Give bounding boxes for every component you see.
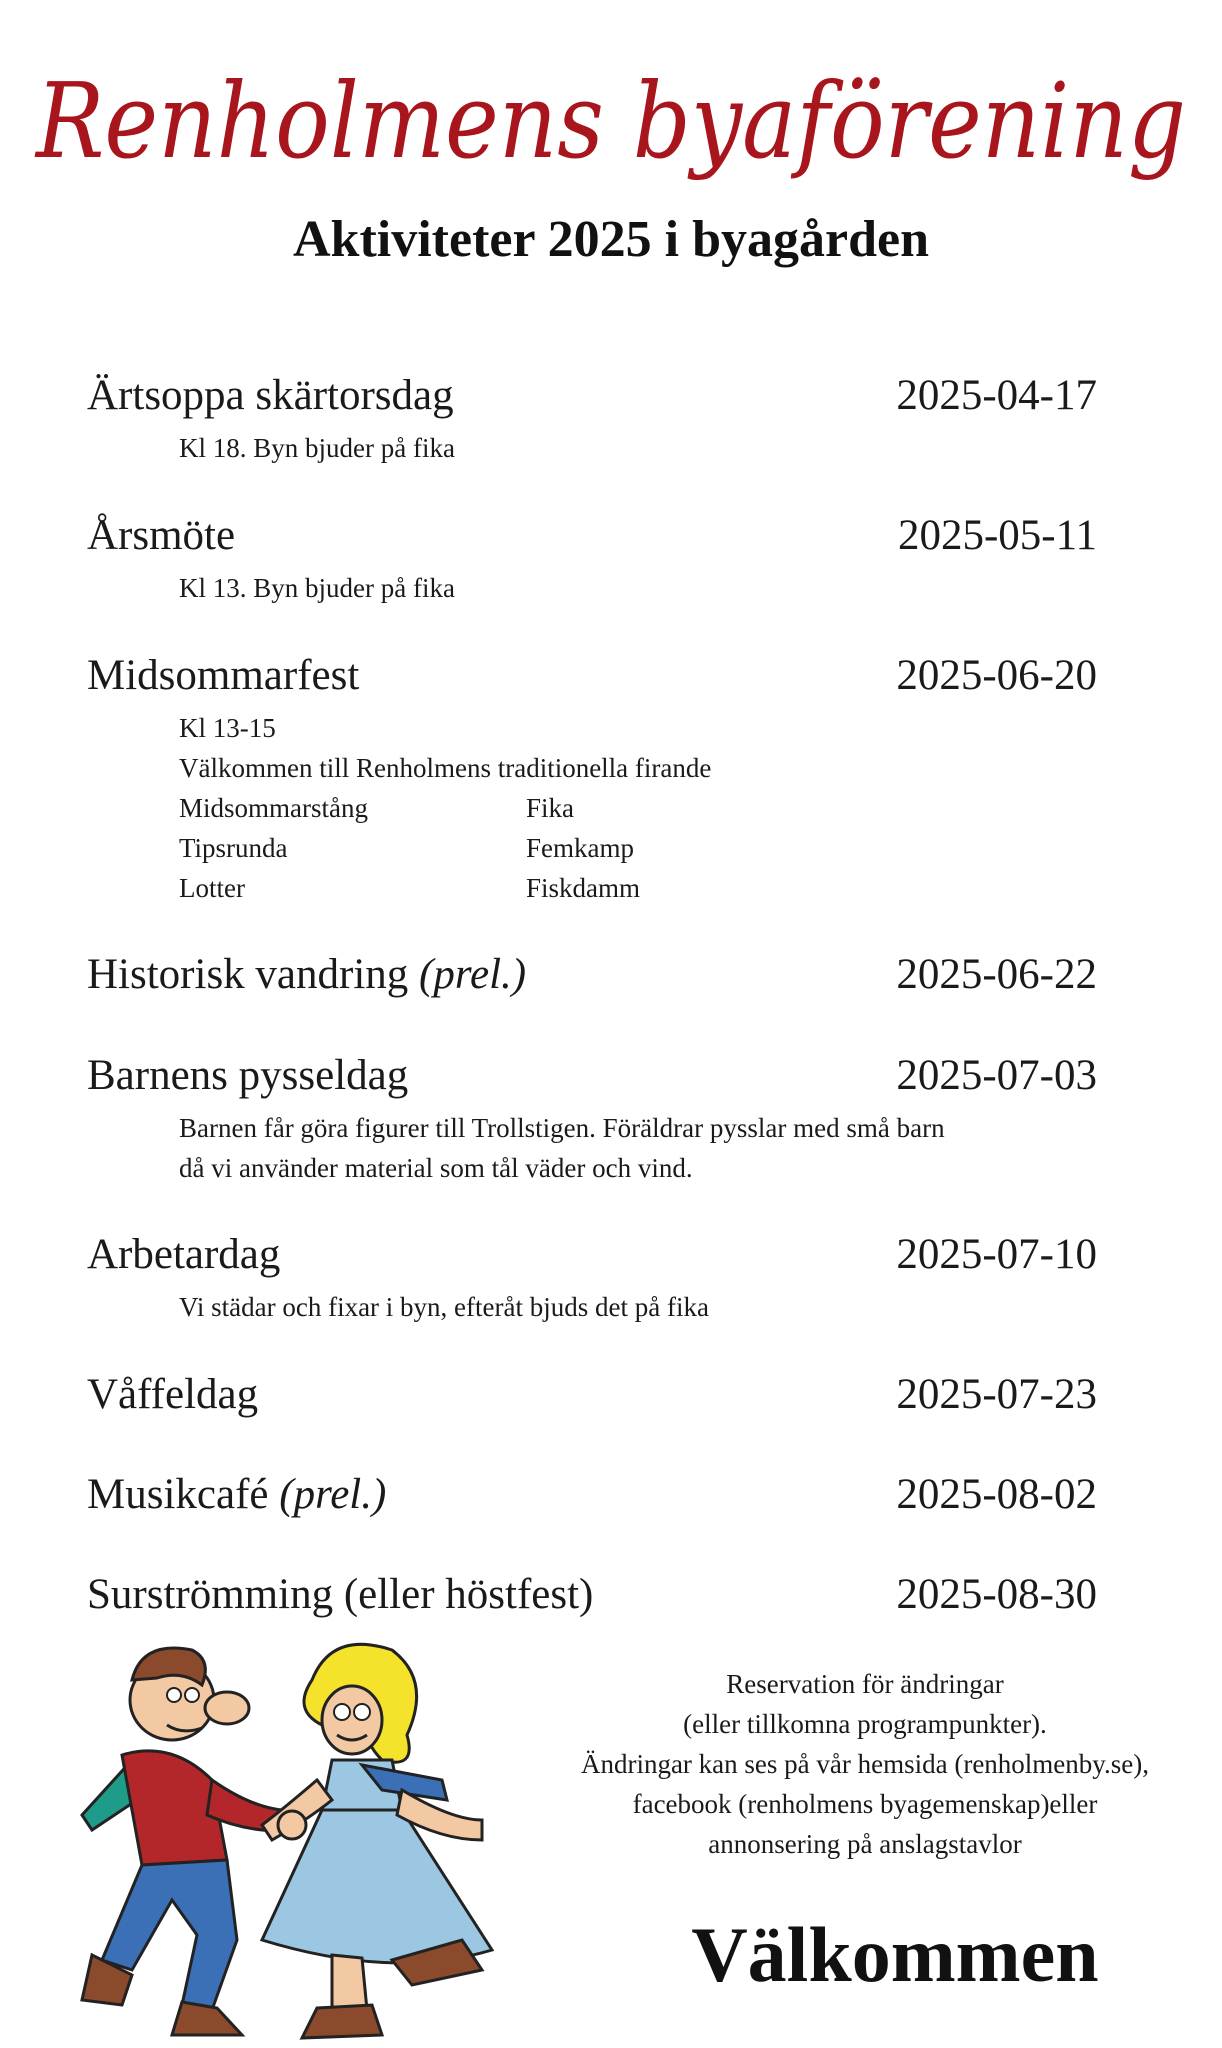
- logo: [0, 52, 1222, 202]
- event-description: [179, 1108, 1097, 1188]
- event-date: 2025-08-02: [896, 1471, 1097, 1518]
- event-description-line: Välkommen till Renholmens traditionella firande: [179, 753, 712, 783]
- event-item: [87, 1467, 1097, 1527]
- event-date: 2025-07-23: [896, 1371, 1097, 1418]
- man-figure: [82, 1648, 302, 2035]
- event-date: 2025-07-03: [896, 1052, 1097, 1099]
- event-date: 2025-04-17: [896, 372, 1097, 419]
- event-title: Arbetardag: [87, 1231, 281, 1278]
- event-description-line: då vi använder material som tål väder och vind.: [179, 1153, 693, 1183]
- event-item: [87, 648, 1097, 908]
- event-date: 2025-06-20: [896, 652, 1097, 699]
- event-title: Surströmming (eller höstfest): [87, 1571, 594, 1618]
- event-item: [87, 1048, 1097, 1188]
- event-item: [87, 1227, 1097, 1327]
- event-title: Årsmöte: [87, 512, 236, 559]
- event-item: [87, 368, 1097, 468]
- event-description: [179, 568, 1097, 608]
- activity-item: Midsommarstång: [179, 793, 368, 823]
- activity-item: Femkamp: [526, 833, 634, 863]
- event-item: [87, 1567, 1097, 1627]
- footer-note-line: annonsering på anslagstavlor: [708, 1829, 1022, 1859]
- event-title: Våffeldag: [87, 1371, 259, 1418]
- event-description-line: Vi städar och fixar i byn, efteråt bjuds det på fika: [179, 1292, 709, 1322]
- event-description-line: Kl 18. Byn bjuder på fika: [179, 433, 455, 463]
- welcome-text: Välkommen: [691, 1911, 1099, 1998]
- event-note: (prel.): [419, 951, 527, 998]
- event-item: [87, 1367, 1097, 1427]
- activity-item: Fika: [526, 793, 575, 823]
- event-title: [87, 947, 526, 1003]
- activity-item: Fiskdamm: [526, 873, 641, 903]
- event-title: Barnens pysseldag: [87, 1052, 409, 1099]
- event-date: 2025-05-11: [897, 512, 1097, 559]
- event-description-line: Barnen får göra figurer till Trollstigen. Föräldrar pysslar med små barn: [179, 1113, 945, 1143]
- event-date: 2025-08-30: [896, 1571, 1097, 1618]
- event-date: 2025-06-22: [896, 951, 1097, 998]
- event-title: [87, 1467, 386, 1523]
- footer-note-line: Reservation för ändringar: [726, 1669, 1004, 1699]
- event-title: Midsommarfest: [87, 652, 360, 699]
- dancing-couple-illustration: [62, 1640, 542, 2045]
- logo-text: Renholmens byaförening: [34, 60, 1186, 182]
- activity-item: Lotter: [179, 873, 245, 903]
- activity-list: [179, 788, 1097, 908]
- event-description-line: Kl 13-15: [179, 713, 276, 743]
- event-title-text: Historisk vandring: [87, 951, 409, 998]
- event-title: Ärtsoppa skärtorsdag: [87, 372, 454, 419]
- footer-note-line: Ändringar kan ses på vår hemsida (renholmenby.se),: [580, 1749, 1150, 1779]
- page-title: Aktiviteter 2025 i byagården: [293, 211, 929, 268]
- clasped-hands: [278, 1811, 306, 1839]
- woman-figure: [262, 1644, 492, 2038]
- event-description: [179, 1287, 1097, 1327]
- activity-item: Tipsrunda: [179, 833, 288, 863]
- event-description: [179, 428, 1097, 468]
- footer-note: [540, 1664, 1190, 1864]
- event-description-line: Kl 13. Byn bjuder på fika: [179, 573, 455, 603]
- event-title-text: Musikcafé: [87, 1471, 269, 1518]
- event-description: [179, 708, 1097, 908]
- event-item: [87, 508, 1097, 608]
- event-date: 2025-07-10: [896, 1231, 1097, 1278]
- footer-note-line: (eller tillkomna programpunkter).: [683, 1709, 1047, 1739]
- event-item: [87, 947, 1097, 1007]
- event-note: (prel.): [279, 1471, 387, 1518]
- footer-note-line: facebook (renholmens byagemenskap)eller: [632, 1789, 1098, 1819]
